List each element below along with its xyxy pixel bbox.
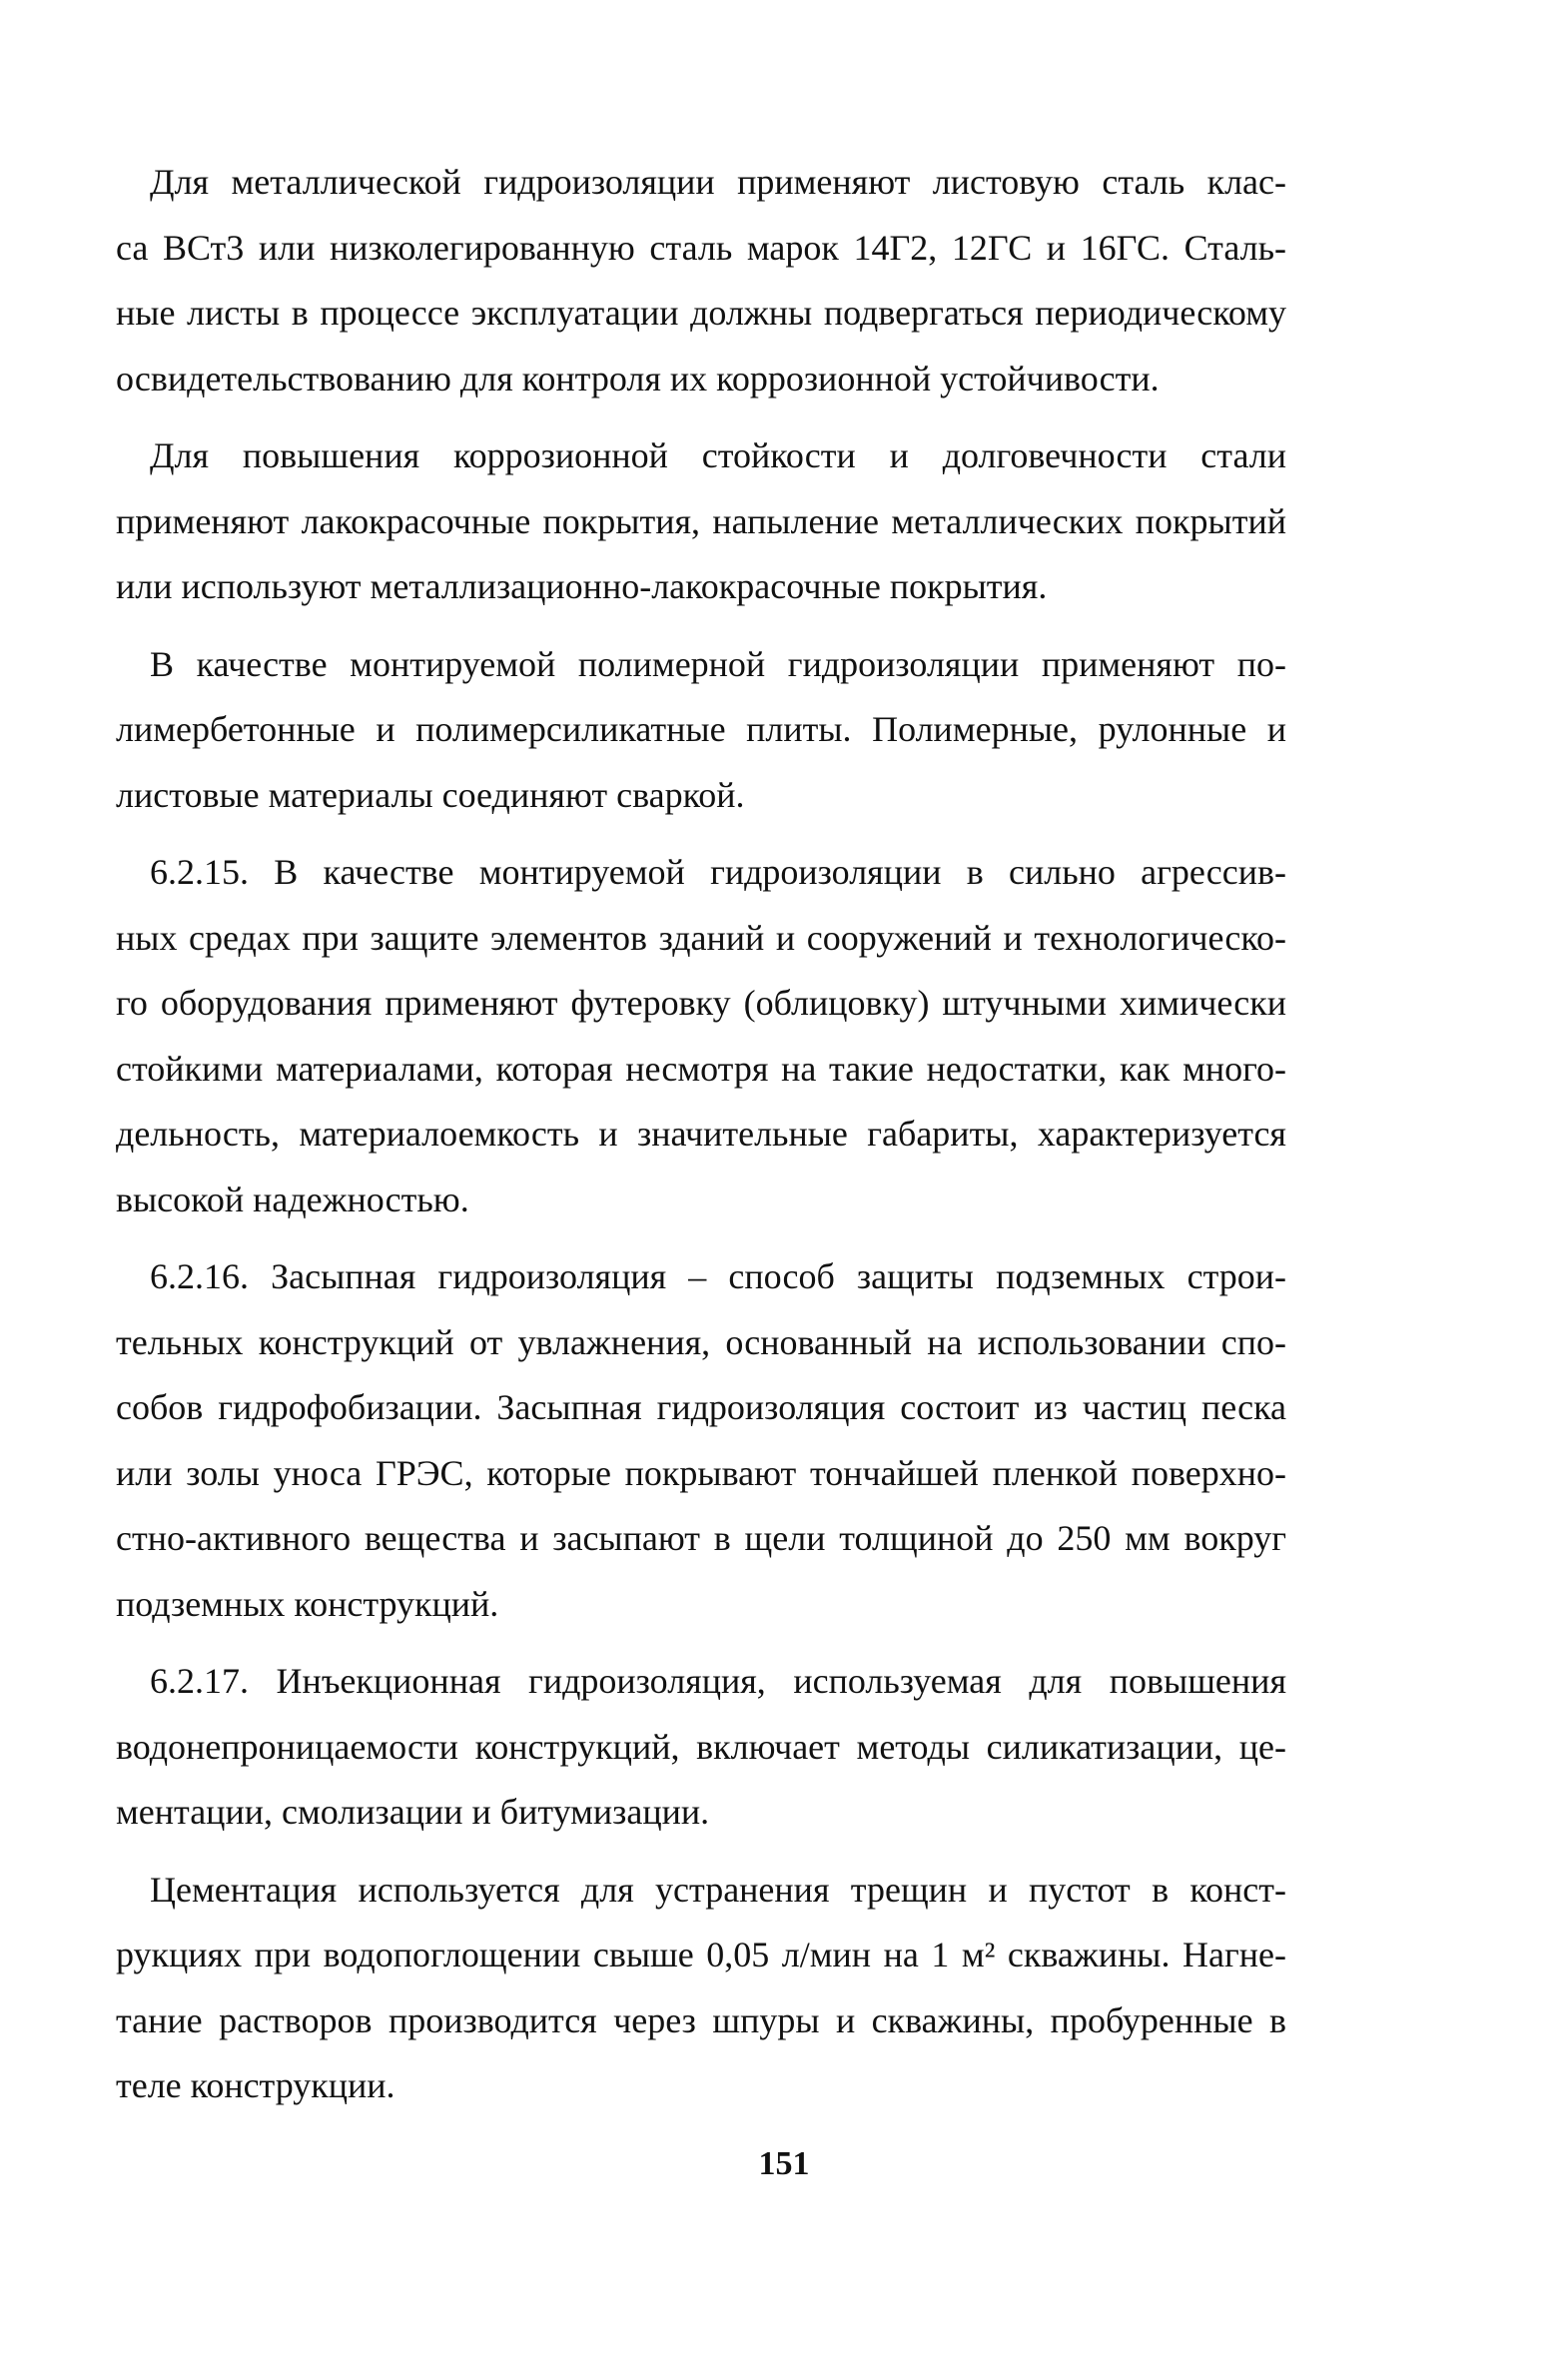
text-line: ментации, смолизации и битумизации. — [116, 1792, 710, 1832]
text-line: или используют металлизационно-лакокрасочные покрытия. — [116, 566, 1048, 606]
text-line: 6.2.16. Засыпная гидроизоляция – способ защиты подземных строи- — [150, 1256, 1286, 1296]
text-line: дельность, материалоемкость и значительные габариты, характеризуется — [116, 1114, 1286, 1154]
paragraph-polymer-waterproofing — [116, 632, 1286, 829]
text-line: В качестве монтируемой полимерной гидроизоляции применяют по- — [150, 643, 1286, 684]
paragraph-6-2-16 — [116, 1244, 1286, 1637]
text-line: подземных конструкций. — [116, 1583, 499, 1624]
text-line: листовые материалы соединяют сваркой. — [116, 774, 745, 815]
text-column — [116, 150, 1286, 2131]
text-line: са ВСт3 или низколегированную сталь марок 14Г2, 12ГС и 16ГС. Сталь- — [116, 227, 1286, 268]
text-line: ных средах при защите элементов зданий и сооружений и технологическо- — [116, 917, 1286, 958]
paragraph-metal-waterproofing — [116, 150, 1286, 411]
text-line: ные листы в процессе эксплуатации должны подвергаться периодическому — [116, 293, 1286, 333]
text-line: или золы уноса ГРЭС, которые покрывают тончайшей пленкой поверхно- — [116, 1452, 1286, 1493]
text-line: рукциях при водопоглощении свыше 0,05 л/мин на 1 м² скважины. Нагне- — [116, 1935, 1286, 1974]
text-line: Цементация используется для устранения трещин и пустот в конст- — [150, 1869, 1286, 1910]
text-line: стойкими материалами, которая несмотря на такие недостатки, как много- — [116, 1048, 1286, 1089]
text-line: тание растворов производится через шпуры и скважины, пробуренные в — [116, 1999, 1286, 2040]
text-line: водонепроницаемости конструкций, включает методы силикатизации, це- — [116, 1726, 1286, 1767]
text-line: тельных конструкций от увлажнения, основанный на использовании спо- — [116, 1321, 1286, 1362]
paragraph-6-2-15 — [116, 840, 1286, 1232]
text-line: Для повышения коррозионной стойкости и долговечности стали — [150, 435, 1286, 475]
paragraph-cementation — [116, 1858, 1286, 2119]
page-number: 151 — [758, 2145, 810, 2182]
text-line: Для металлической гидроизоляции применяют листовую сталь клас- — [150, 162, 1286, 202]
text-line: собов гидрофобизации. Засыпная гидроизоляция состоит из частиц песка — [116, 1387, 1286, 1427]
text-line: теле конструкции. — [116, 2065, 395, 2105]
paragraph-corrosion-resistance — [116, 423, 1286, 620]
text-line: высокой надежностью. — [116, 1179, 469, 1219]
text-line: стно-активного вещества и засыпают в щели толщиной до 250 мм вокруг — [116, 1518, 1286, 1558]
text-line: лимербетонные и полимерсиликатные плиты. Полимерные, рулонные и — [116, 709, 1286, 749]
text-line: освидетельствованию для контроля их коррозионной устойчивости. — [116, 358, 1160, 398]
text-line: го оборудования применяют футеровку (облицовку) штучными химически — [116, 983, 1286, 1023]
text-line: применяют лакокрасочные покрытия, напыление металлических покрытий — [116, 500, 1286, 541]
text-line: 6.2.15. В качестве монтируемой гидроизоляции в сильно агрессив- — [150, 852, 1286, 892]
text-line: 6.2.17. Инъекционная гидроизоляция, используемая для повышения — [150, 1661, 1286, 1701]
paragraph-6-2-17 — [116, 1649, 1286, 1846]
